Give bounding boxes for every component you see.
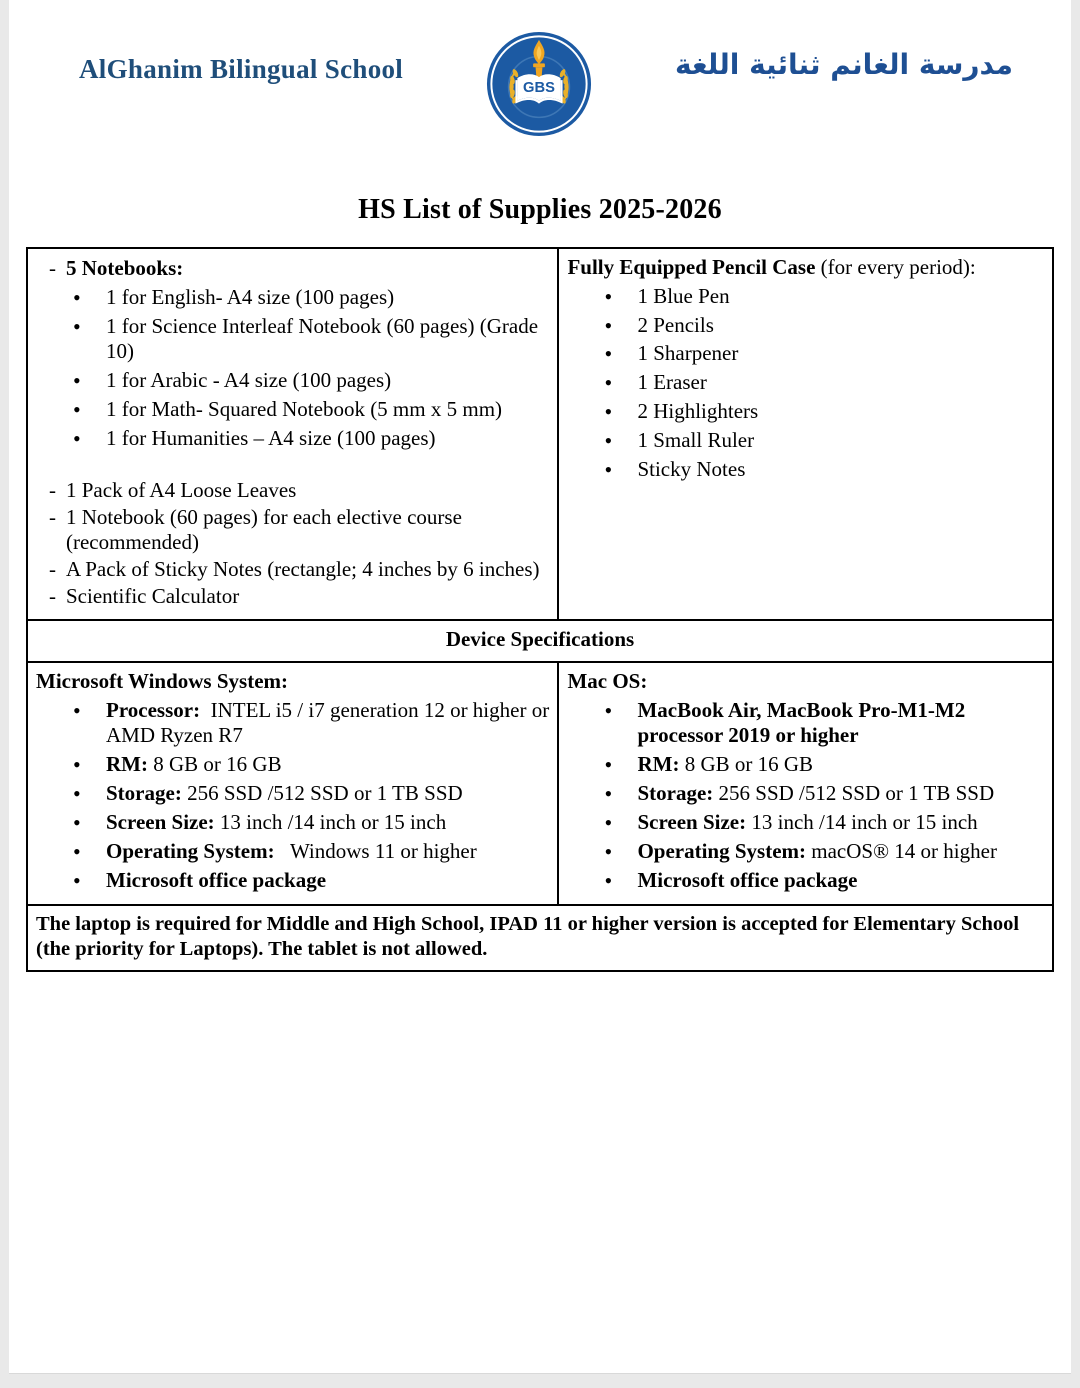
pencil-case-item: • 1 Eraser bbox=[567, 370, 1044, 396]
school-logo-emblem bbox=[485, 30, 593, 138]
page-header bbox=[9, 30, 1071, 138]
pencil-case-item: • 1 Sharpener bbox=[567, 341, 1044, 367]
notebook-item: • 1 for Humanities – A4 size (100 pages) bbox=[36, 426, 549, 452]
document-page bbox=[9, 0, 1071, 1374]
windows-spec-item: • Screen Size: 13 inch /14 inch or 15 inch bbox=[36, 810, 549, 836]
other-supply-item: - 1 Notebook (60 pages) for each elective course (recommended) bbox=[36, 505, 549, 557]
notebook-item: • 1 for Science Interleaf Notebook (60 pages) (Grade 10) bbox=[36, 314, 549, 366]
notebooks-cell bbox=[27, 248, 558, 620]
mac-spec-item: • Microsoft office package bbox=[567, 868, 1044, 894]
pencil-case-cell bbox=[558, 248, 1053, 620]
device-specs-header: Device Specifications bbox=[27, 620, 1053, 662]
note-text: The laptop is required for Middle and High School, IPAD 11 or higher version is accepted for Elementary School (the priority for Laptops). The tablet is not allowed. bbox=[27, 905, 1053, 971]
windows-spec-item: • Microsoft office package bbox=[36, 868, 549, 894]
mac-heading: Mac OS: bbox=[567, 668, 648, 693]
pencil-case-heading: Fully Equipped Pencil Case (for every period): bbox=[567, 255, 976, 279]
device-specs-row bbox=[27, 662, 1053, 906]
other-supply-item: - Scientific Calculator bbox=[36, 584, 549, 610]
supplies-table bbox=[26, 247, 1054, 972]
mac-spec-item: • RM: 8 GB or 16 GB bbox=[567, 752, 1044, 778]
pencil-case-item: • 1 Blue Pen bbox=[567, 284, 1044, 310]
notebook-item: • 1 for English- A4 size (100 pages) bbox=[36, 285, 549, 311]
mac-spec-item: • MacBook Air, MacBook Pro-M1-M2 processor 2019 or higher bbox=[567, 698, 1044, 750]
pencil-case-item: • 2 Pencils bbox=[567, 313, 1044, 339]
notebook-item: • 1 for Arabic - A4 size (100 pages) bbox=[36, 368, 549, 394]
pencil-case-item: • 1 Small Ruler bbox=[567, 428, 1044, 454]
windows-spec-item: • Processor: INTEL i5 / i7 generation 12 or higher or AMD Ryzen R7 bbox=[36, 698, 549, 750]
note-row bbox=[27, 905, 1053, 971]
supplies-row bbox=[27, 248, 1053, 620]
school-name-english: AlGhanim Bilingual School bbox=[79, 54, 404, 84]
other-supply-item: - A Pack of Sticky Notes (rectangle; 4 inches by 6 inches) bbox=[36, 557, 549, 583]
windows-heading: Microsoft Windows System: bbox=[36, 668, 288, 693]
page-title: HS List of Supplies 2025-2026 bbox=[358, 194, 722, 225]
device-specs-header-row bbox=[27, 620, 1053, 662]
mac-spec-item: • Storage: 256 SSD /512 SSD or 1 TB SSD bbox=[567, 781, 1044, 807]
windows-specs-cell bbox=[27, 662, 558, 906]
pencil-case-item: • Sticky Notes bbox=[567, 457, 1044, 483]
other-supply-item: - 1 Pack of A4 Loose Leaves bbox=[36, 478, 549, 504]
school-logo bbox=[485, 30, 593, 138]
logo-gbs-text: GBS bbox=[523, 79, 555, 96]
mac-spec-item: • Screen Size: 13 inch /14 inch or 15 inch bbox=[567, 810, 1044, 836]
pencil-case-item: • 2 Highlighters bbox=[567, 399, 1044, 425]
school-name-arabic: مدرسة الغانم ثنائية اللغة bbox=[675, 48, 1013, 81]
windows-spec-item: • Storage: 256 SSD /512 SSD or 1 TB SSD bbox=[36, 781, 549, 807]
windows-spec-item: • RM: 8 GB or 16 GB bbox=[36, 752, 549, 778]
notebooks-heading: - 5 Notebooks: bbox=[36, 256, 549, 282]
logo-book-icon bbox=[515, 74, 562, 103]
mac-spec-item: • Operating System: macOS® 14 or higher bbox=[567, 839, 1044, 865]
mac-specs-cell bbox=[558, 662, 1053, 906]
notebook-item: • 1 for Math- Squared Notebook (5 mm x 5 mm) bbox=[36, 397, 549, 423]
windows-spec-item: • Operating System: Windows 11 or higher bbox=[36, 839, 549, 865]
